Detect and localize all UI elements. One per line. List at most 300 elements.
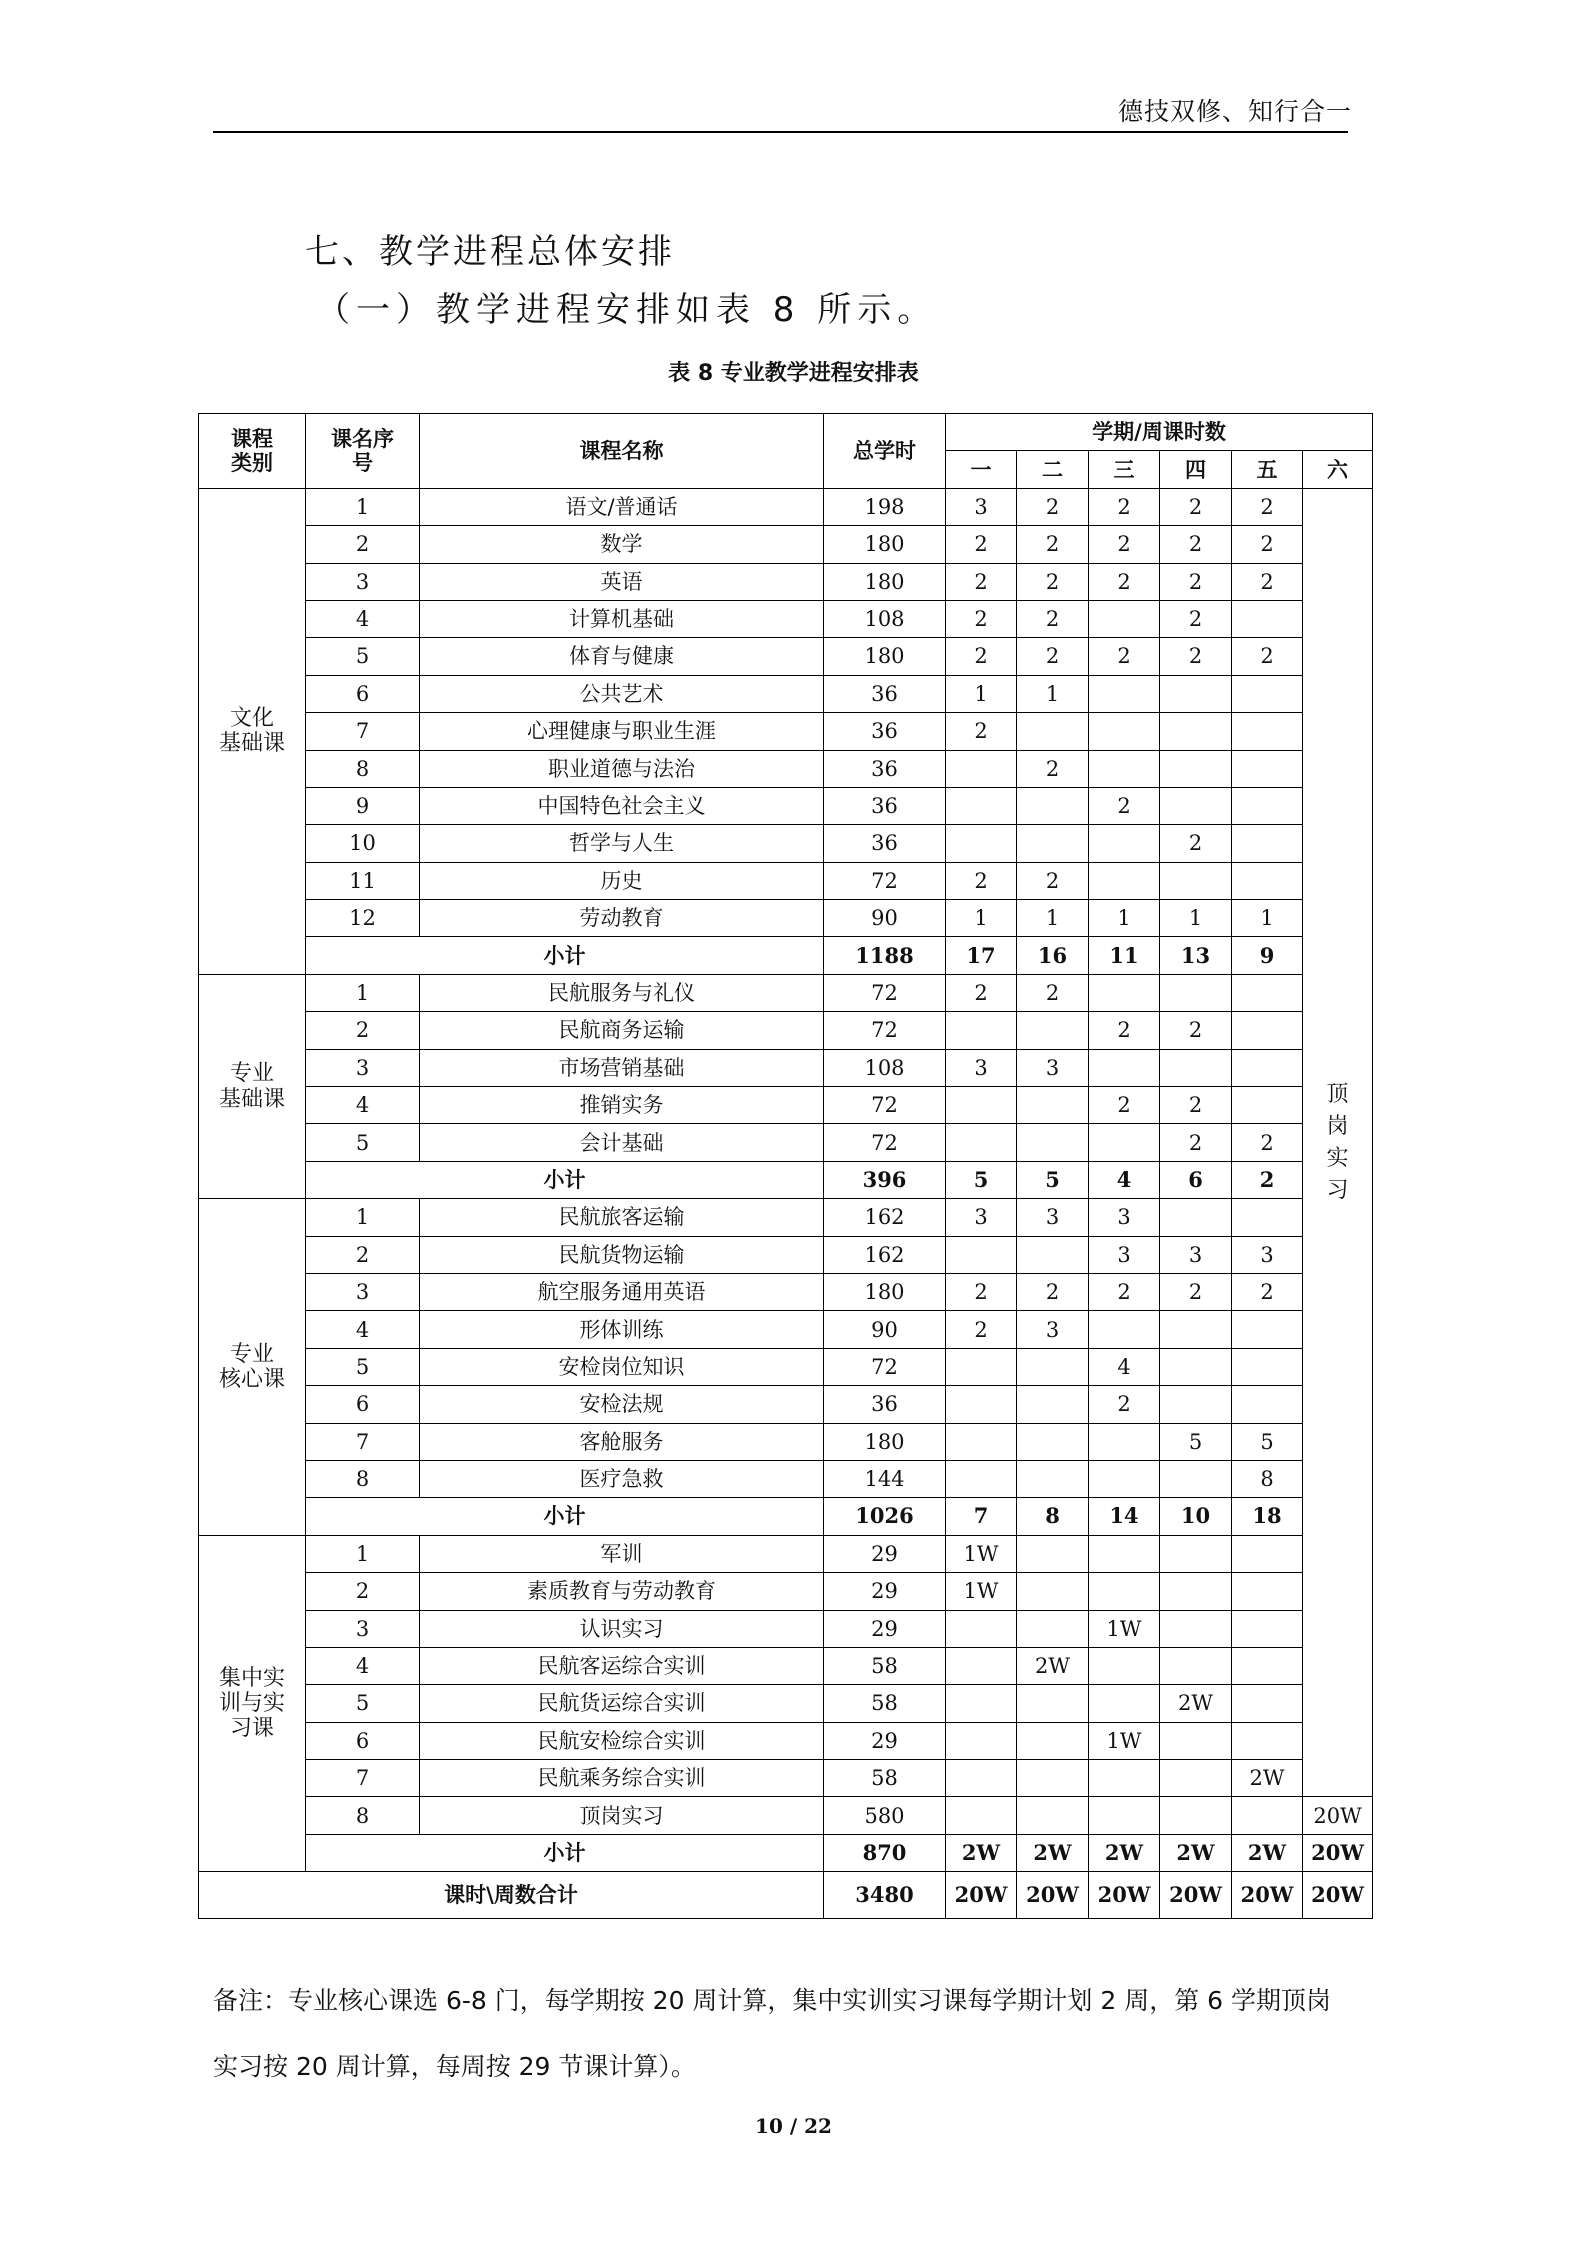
table-row [199,1797,1373,1834]
semester-5-hours [1232,1087,1303,1124]
subtotal-semester-1: 17 [946,937,1017,974]
semester-5-hours: 2 [1232,638,1303,675]
subtotal-semester-4: 13 [1160,937,1232,974]
section-title: 七、教学进程总体安排 [305,232,675,272]
course-seq: 2 [306,1012,420,1049]
semester-5-hours [1232,1573,1303,1610]
header-total-hours: 总学时 [824,414,946,489]
semester-1-hours [946,825,1017,862]
semester-4-hours [1160,1722,1232,1759]
semester-4-hours: 2 [1160,638,1232,675]
semester-4-hours [1160,1460,1232,1497]
subtotal-semester-4: 6 [1160,1161,1232,1198]
semester-2-hours: 3 [1017,1311,1089,1348]
course-total-hours: 58 [824,1760,946,1797]
course-seq: 4 [306,600,420,637]
semester-1-hours: 2 [946,713,1017,750]
course-name: 安检法规 [420,1386,824,1423]
semester-4-hours: 2W [1160,1685,1232,1722]
semester-2-hours [1017,1460,1089,1497]
subtotal-semester-2: 8 [1017,1498,1089,1535]
semester-1-hours: 2 [946,563,1017,600]
semester-1-hours: 2 [946,1311,1017,1348]
course-total-hours: 180 [824,526,946,563]
semester-1-hours: 2 [946,974,1017,1011]
course-seq: 2 [306,526,420,563]
semester-4-hours: 3 [1160,1236,1232,1273]
table-row [199,1348,1373,1385]
semester-3-hours [1089,675,1160,712]
semester-3-hours: 1W [1089,1610,1160,1647]
course-name: 军训 [420,1535,824,1572]
semester-5-hours [1232,713,1303,750]
table-row [199,1273,1373,1310]
course-total-hours: 36 [824,675,946,712]
semester-2-hours: 3 [1017,1199,1089,1236]
semester-3-hours [1089,1797,1160,1834]
semester-2-hours: 3 [1017,1049,1089,1086]
semester-5-hours [1232,1610,1303,1647]
semester-1-hours: 2 [946,1273,1017,1310]
course-total-hours: 36 [824,787,946,824]
course-name: 市场营销基础 [420,1049,824,1086]
category-cell: 集中实 训与实 习课 [199,1535,306,1872]
semester-2-hours: 2 [1017,563,1089,600]
table-row [199,1124,1373,1161]
semester-5-hours [1232,974,1303,1011]
course-name: 民航客运综合实训 [420,1647,824,1684]
course-total-hours: 580 [824,1797,946,1834]
semester-5-hours [1232,787,1303,824]
table-row [199,787,1373,824]
semester-5-hours: 8 [1232,1460,1303,1497]
subtotal-hours: 396 [824,1161,946,1198]
course-seq: 3 [306,563,420,600]
semester-6-internship-cell: 顶 岗 实 习 [1303,488,1373,1797]
semester-1-hours [946,1348,1017,1385]
semester-3-hours [1089,750,1160,787]
subtotal-semester-2: 16 [1017,937,1089,974]
subtotal-row [199,1161,1373,1198]
semester-4-hours [1160,1386,1232,1423]
semester-2-hours [1017,1722,1089,1759]
semester-5-hours: 3 [1232,1236,1303,1273]
subtotal-hours: 1026 [824,1498,946,1535]
semester-5-hours [1232,1685,1303,1722]
semester-3-hours [1089,825,1160,862]
table-row [199,1012,1373,1049]
table-note: 备注：专业核心课选 6-8 门，每学期按 20 周计算，集中实训实习课每学期计划 2 周，第 6 学期顶岗实习按 20 周计算，每周按 29 节课计算）。 [213,1986,1332,2081]
semester-4-hours [1160,1760,1232,1797]
semester-3-hours [1089,1423,1160,1460]
header-semester-6: 六 [1303,451,1373,488]
semester-2-hours [1017,1573,1089,1610]
header-divider [213,131,1348,133]
semester-3-hours [1089,713,1160,750]
course-name: 会计基础 [420,1124,824,1161]
table-row [199,1573,1373,1610]
semester-4-hours [1160,1573,1232,1610]
table-row [199,713,1373,750]
course-total-hours: 29 [824,1535,946,1572]
course-name: 形体训练 [420,1311,824,1348]
course-name: 语文/普通话 [420,488,824,525]
semester-2-hours: 2 [1017,600,1089,637]
semester-5-hours [1232,675,1303,712]
semester-3-hours [1089,1685,1160,1722]
semester-5-hours [1232,1311,1303,1348]
subtotal-semester-4: 2W [1160,1834,1232,1871]
course-total-hours: 29 [824,1573,946,1610]
subtotal-semester-3: 2W [1089,1834,1160,1871]
course-total-hours: 144 [824,1460,946,1497]
semester-1-hours: 2 [946,638,1017,675]
semester-1-hours: 2 [946,600,1017,637]
semester-1-hours [946,1012,1017,1049]
grand-total-semester-5: 20W [1232,1872,1303,1919]
semester-4-hours [1160,862,1232,899]
grand-total-semester-1: 20W [946,1872,1017,1919]
course-seq: 3 [306,1049,420,1086]
table-row [199,750,1373,787]
table-row [199,526,1373,563]
semester-2-hours [1017,1797,1089,1834]
semester-2-hours [1017,1386,1089,1423]
semester-2-hours [1017,1348,1089,1385]
course-total-hours: 90 [824,1311,946,1348]
course-name: 英语 [420,563,824,600]
semester-2-hours [1017,1610,1089,1647]
semester-1-hours [946,1087,1017,1124]
semester-3-hours: 2 [1089,526,1160,563]
course-seq: 8 [306,1460,420,1497]
semester-3-hours [1089,1049,1160,1086]
semester-4-hours: 5 [1160,1423,1232,1460]
semester-5-hours [1232,1797,1303,1834]
course-name: 安检岗位知识 [420,1348,824,1385]
semester-1-hours [946,1722,1017,1759]
subtotal-hours: 870 [824,1834,946,1871]
course-seq: 5 [306,1124,420,1161]
semester-2-hours [1017,1535,1089,1572]
course-seq: 3 [306,1610,420,1647]
semester-3-hours [1089,1124,1160,1161]
table-caption: 表 8 专业教学进程安排表 [668,361,919,386]
semester-2-hours [1017,787,1089,824]
semester-5-hours [1232,1386,1303,1423]
subtotal-semester-5: 2 [1232,1161,1303,1198]
course-total-hours: 36 [824,825,946,862]
course-total-hours: 108 [824,1049,946,1086]
semester-3-hours [1089,1760,1160,1797]
course-name: 体育与健康 [420,638,824,675]
header-motto: 德技双修、知行合一 [1117,97,1352,126]
semester-2-hours [1017,1012,1089,1049]
semester-4-hours [1160,1049,1232,1086]
table-row [199,1535,1373,1572]
semester-5-hours [1232,1049,1303,1086]
subtotal-semester-5: 18 [1232,1498,1303,1535]
semester-1-hours: 2 [946,862,1017,899]
semester-1-hours [946,1460,1017,1497]
header-course-name: 课程名称 [420,414,824,489]
semester-4-hours: 2 [1160,563,1232,600]
course-name: 素质教育与劳动教育 [420,1573,824,1610]
course-name: 劳动教育 [420,900,824,937]
semester-1-hours [946,1124,1017,1161]
header-semester-3: 三 [1089,451,1160,488]
table-row [199,1199,1373,1236]
course-total-hours: 29 [824,1610,946,1647]
page-number: 10 / 22 [755,2114,832,2138]
semester-3-hours [1089,1535,1160,1572]
table-row [199,1610,1373,1647]
subsection-title: （一）教学进程安排如表 8 所示。 [316,290,938,330]
course-seq: 3 [306,1273,420,1310]
table-row [199,1386,1373,1423]
semester-2-hours [1017,825,1089,862]
course-name: 客舱服务 [420,1423,824,1460]
grand-total-row [199,1872,1373,1919]
table-row [199,1760,1373,1797]
grand-total-semester-3: 20W [1089,1872,1160,1919]
course-seq: 2 [306,1573,420,1610]
table-row [199,1647,1373,1684]
course-name: 中国特色社会主义 [420,787,824,824]
course-seq: 7 [306,713,420,750]
semester-4-hours: 2 [1160,488,1232,525]
semester-3-hours [1089,1573,1160,1610]
subtotal-semester-1: 5 [946,1161,1017,1198]
semester-4-hours: 2 [1160,1012,1232,1049]
semester-5-hours [1232,750,1303,787]
table-row [199,1685,1373,1722]
course-name: 民航商务运输 [420,1012,824,1049]
subtotal-semester-1: 7 [946,1498,1017,1535]
header-semester-5: 五 [1232,451,1303,488]
semester-2-hours: 2 [1017,1273,1089,1310]
semester-2-hours [1017,1087,1089,1124]
course-seq: 5 [306,638,420,675]
table-row [199,1311,1373,1348]
course-total-hours: 72 [824,1124,946,1161]
semester-3-hours [1089,1460,1160,1497]
semester-2-hours: 2W [1017,1647,1089,1684]
category-cell: 文化 基础课 [199,488,306,974]
subtotal-label: 小计 [306,1498,824,1535]
course-name: 数学 [420,526,824,563]
table-row [199,1049,1373,1086]
semester-5-hours: 2 [1232,563,1303,600]
header-category: 课程 类别 [199,414,306,489]
semester-5-hours [1232,825,1303,862]
semester-2-hours: 1 [1017,675,1089,712]
grand-total-semester-4: 20W [1160,1872,1232,1919]
semester-1-hours [946,1685,1017,1722]
semester-2-hours [1017,1236,1089,1273]
course-total-hours: 90 [824,900,946,937]
subtotal-row [199,1498,1373,1535]
semester-5-hours: 5 [1232,1423,1303,1460]
course-name: 顶岗实习 [420,1797,824,1834]
course-total-hours: 72 [824,1012,946,1049]
semester-4-hours [1160,750,1232,787]
semester-4-hours [1160,675,1232,712]
semester-1-hours [946,1760,1017,1797]
course-total-hours: 72 [824,1348,946,1385]
semester-5-hours [1232,1012,1303,1049]
semester-4-hours: 2 [1160,1273,1232,1310]
semester-4-hours [1160,1797,1232,1834]
course-seq: 11 [306,862,420,899]
course-name: 推销实务 [420,1087,824,1124]
semester-2-hours: 2 [1017,974,1089,1011]
course-seq: 4 [306,1647,420,1684]
course-seq: 4 [306,1311,420,1348]
table-row [199,1236,1373,1273]
course-total-hours: 36 [824,1386,946,1423]
semester-1-hours: 1W [946,1535,1017,1572]
header-semester-group: 学期/周课时数 [946,414,1373,451]
subtotal-semester-3: 4 [1089,1161,1160,1198]
semester-1-hours: 3 [946,1049,1017,1086]
semester-4-hours [1160,787,1232,824]
course-name: 计算机基础 [420,600,824,637]
semester-1-hours [946,787,1017,824]
course-total-hours: 36 [824,713,946,750]
subtotal-hours: 1188 [824,937,946,974]
table-row [199,675,1373,712]
semester-1-hours [946,1797,1017,1834]
semester-5-hours [1232,1348,1303,1385]
semester-5-hours: 2 [1232,1124,1303,1161]
semester-2-hours: 1 [1017,900,1089,937]
semester-2-hours: 2 [1017,526,1089,563]
semester-4-hours: 2 [1160,825,1232,862]
course-total-hours: 72 [824,1087,946,1124]
subtotal-row [199,937,1373,974]
semester-2-hours [1017,1685,1089,1722]
semester-5-hours: 2 [1232,488,1303,525]
header-semester-4: 四 [1160,451,1232,488]
semester-2-hours: 2 [1017,488,1089,525]
semester-5-hours: 2W [1232,1760,1303,1797]
semester-4-hours [1160,1535,1232,1572]
course-seq: 1 [306,488,420,525]
semester-4-hours [1160,1647,1232,1684]
semester-4-hours: 2 [1160,526,1232,563]
semester-3-hours: 2 [1089,787,1160,824]
course-total-hours: 29 [824,1722,946,1759]
semester-1-hours [946,750,1017,787]
subtotal-label: 小计 [306,1834,824,1871]
semester-3-hours: 1 [1089,900,1160,937]
semester-3-hours [1089,862,1160,899]
subtotal-semester-3: 14 [1089,1498,1160,1535]
semester-3-hours: 4 [1089,1348,1160,1385]
semester-1-hours: 2 [946,526,1017,563]
semester-4-hours [1160,974,1232,1011]
semester-4-hours: 2 [1160,600,1232,637]
semester-4-hours [1160,1199,1232,1236]
header-semester-2: 二 [1017,451,1089,488]
table-row [199,488,1373,525]
teaching-schedule-table [198,413,1373,1919]
semester-2-hours [1017,1760,1089,1797]
semester-5-hours [1232,1647,1303,1684]
course-name: 民航旅客运输 [420,1199,824,1236]
semester-1-hours [946,1647,1017,1684]
course-seq: 4 [306,1087,420,1124]
category-cell: 专业 基础课 [199,974,306,1198]
semester-3-hours: 2 [1089,1273,1160,1310]
semester-2-hours [1017,713,1089,750]
table-row [199,638,1373,675]
subtotal-semester-4: 10 [1160,1498,1232,1535]
semester-3-hours: 1W [1089,1722,1160,1759]
semester-1-hours [946,1423,1017,1460]
semester-3-hours [1089,1311,1160,1348]
semester-6-hours: 20W [1303,1797,1373,1834]
semester-4-hours [1160,1610,1232,1647]
course-name: 民航货运综合实训 [420,1685,824,1722]
semester-4-hours [1160,1311,1232,1348]
semester-4-hours [1160,713,1232,750]
table-row [199,1460,1373,1497]
course-seq: 7 [306,1760,420,1797]
course-seq: 8 [306,750,420,787]
course-seq: 12 [306,900,420,937]
semester-5-hours [1232,862,1303,899]
semester-3-hours: 3 [1089,1236,1160,1273]
grand-total-label: 课时\周数合计 [199,1872,824,1919]
subtotal-semester-5: 2W [1232,1834,1303,1871]
course-name: 公共艺术 [420,675,824,712]
table-row [199,1087,1373,1124]
semester-2-hours [1017,1423,1089,1460]
subtotal-semester-6: 20W [1303,1834,1373,1871]
table-row [199,862,1373,899]
semester-3-hours: 2 [1089,638,1160,675]
grand-total-semester-6: 20W [1303,1872,1373,1919]
course-total-hours: 72 [824,974,946,1011]
course-name: 航空服务通用英语 [420,1273,824,1310]
table-row [199,1722,1373,1759]
table-row [199,974,1373,1011]
semester-5-hours: 2 [1232,1273,1303,1310]
course-total-hours: 162 [824,1199,946,1236]
semester-3-hours: 2 [1089,1386,1160,1423]
course-total-hours: 180 [824,638,946,675]
semester-1-hours [946,1236,1017,1273]
semester-1-hours: 1 [946,675,1017,712]
semester-5-hours: 1 [1232,900,1303,937]
course-seq: 2 [306,1236,420,1273]
grand-total-semester-2: 20W [1017,1872,1089,1919]
course-seq: 1 [306,1199,420,1236]
semester-3-hours: 2 [1089,488,1160,525]
course-seq: 9 [306,787,420,824]
course-seq: 5 [306,1685,420,1722]
table-row [199,600,1373,637]
course-name: 职业道德与法治 [420,750,824,787]
table-row [199,825,1373,862]
semester-3-hours: 3 [1089,1199,1160,1236]
semester-3-hours: 2 [1089,1087,1160,1124]
course-name: 哲学与人生 [420,825,824,862]
header-semester-1: 一 [946,451,1017,488]
semester-1-hours: 1W [946,1573,1017,1610]
